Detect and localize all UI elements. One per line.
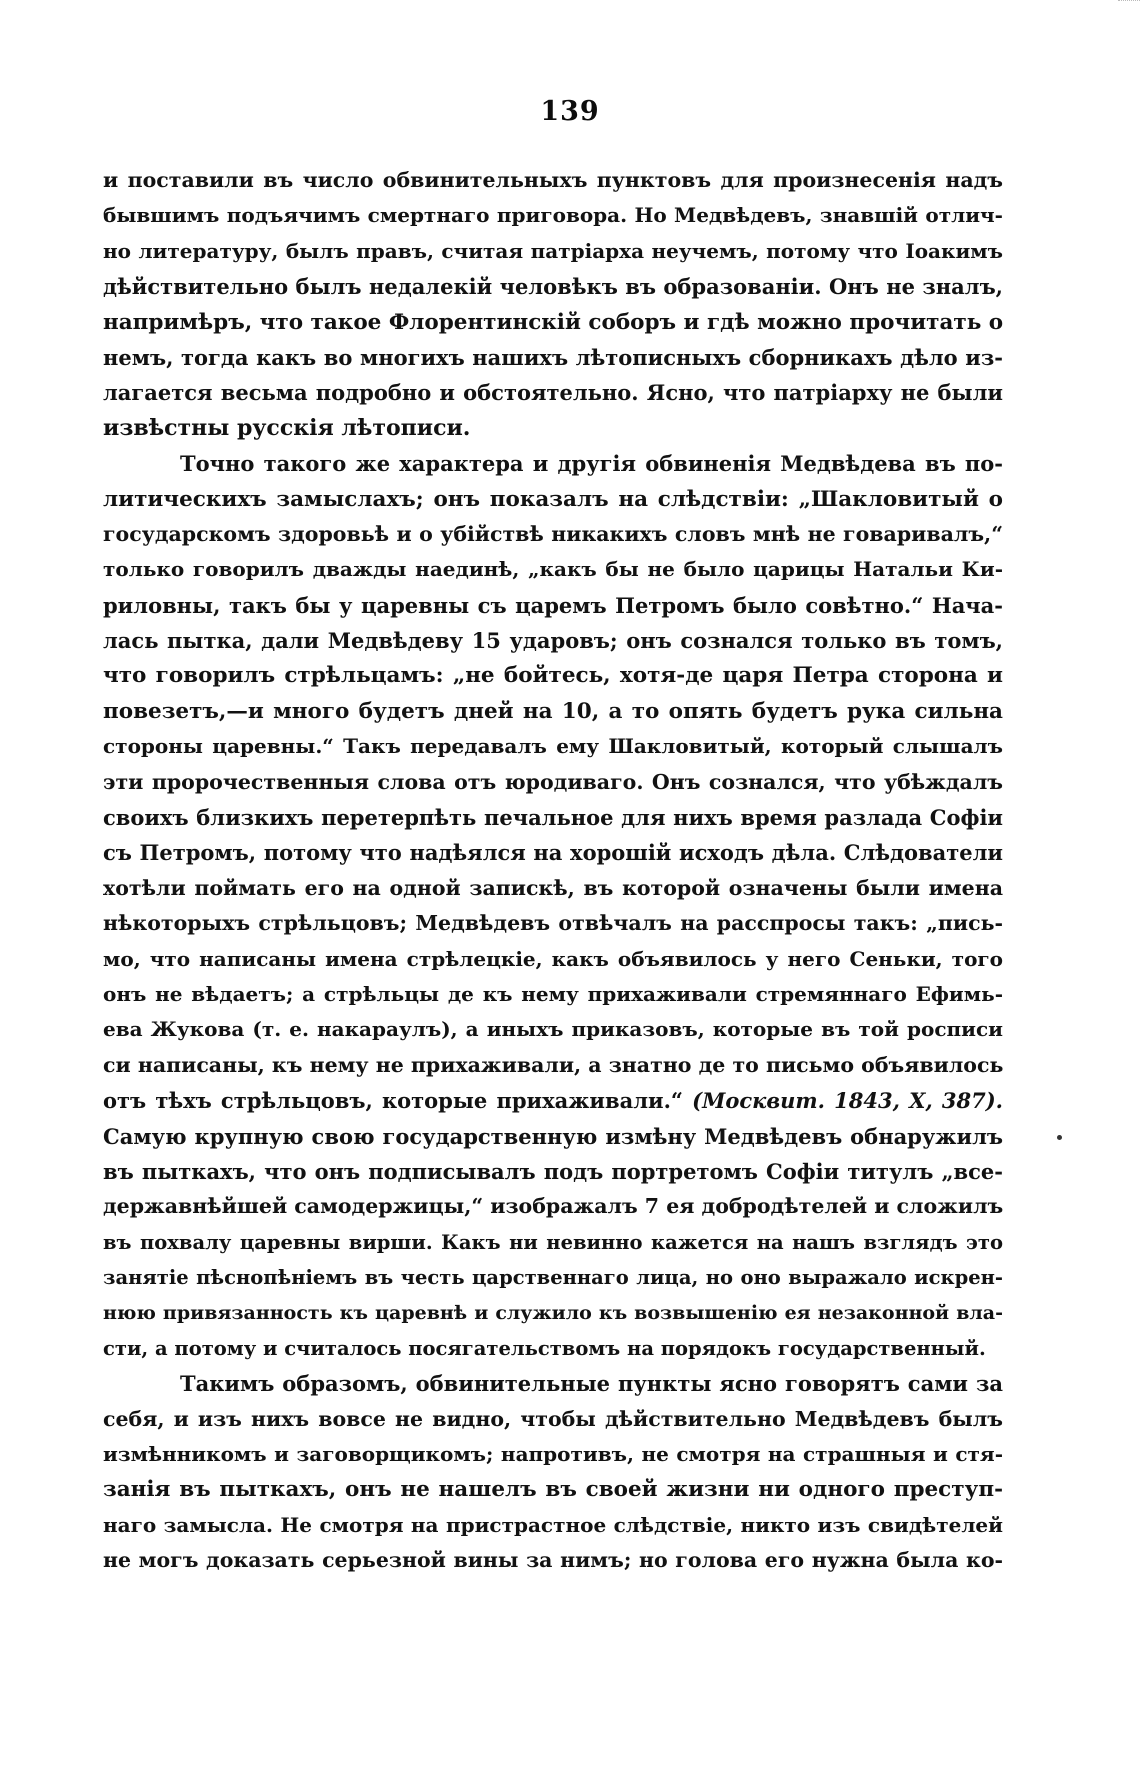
text-line: лась пытка, дали Медвѣдеву 15 ударовъ; онъ сознался только въ томъ, xyxy=(103,628,1003,654)
scan-speck xyxy=(1057,1135,1062,1140)
text-line: занія въ пыткахъ, онъ не нашелъ въ своей жизни ни одного преступ- xyxy=(103,1477,1003,1503)
text-line: но литературу, былъ правъ, считая патріарха неучемъ, потому что Іоакимъ xyxy=(103,238,1003,263)
text-line: державнѣйшей самодержицы,“ изображалъ 7 ея добродѣтелей и сложилъ xyxy=(103,1194,1003,1219)
page-number: 139 xyxy=(540,96,600,127)
text-line: наго замысла. Не смотря на пристрастное слѣдствіе, никто изъ свидѣтелей xyxy=(103,1512,1003,1537)
text-line: литическихъ замыслахъ; онъ показалъ на слѣдствіи: „Шакловитый о xyxy=(103,486,1003,512)
text-line: бывшимъ подъячимъ смертнаго приговора. Но Медвѣдевъ, знавшій отлич- xyxy=(103,203,1003,228)
text-line: измѣнникомъ и заговорщикомъ; напротивъ, не смотря на страшныя и стя- xyxy=(103,1442,1003,1467)
text-line: нюю привязанность къ царевнѣ и служило къ возвышенію ея незаконной вла- xyxy=(103,1301,1003,1324)
text-line: своихъ близкихъ перетерпѣть печальное для нихъ время разлада Софіи xyxy=(103,805,1003,831)
text-line: нѣкоторыхъ стрѣльцовъ; Медвѣдевъ отвѣчалъ на расспросы такъ: „пись- xyxy=(103,911,1003,936)
text-line: Самую крупную свою государственную измѣну Медвѣдевъ обнаружилъ xyxy=(103,1123,1003,1149)
paragraph xyxy=(103,1366,1003,1578)
text-line: только говорилъ дважды наединѣ, „какъ бы не было царицы Натальи Ки- xyxy=(103,557,1003,582)
text-line: Такимъ образомъ, обвинительные пункты ясно говорятъ сами за xyxy=(180,1371,1003,1397)
text-line: онъ не вѣдаетъ; а стрѣльцы де къ нему прихаживали стремяннаго Ефимь- xyxy=(103,981,1003,1006)
text-line: дѣйствительно былъ недалекій человѣкъ въ образованіи. Онъ не зналъ, xyxy=(103,274,1003,300)
text-line: ева Жукова (т. е. накараулъ), а иныхъ приказовъ, которые въ той росписи xyxy=(103,1017,1003,1042)
text-line: занятіе пѣснопѣніемъ въ честь царственнаго лица, но оно выражало искрен- xyxy=(103,1266,1003,1290)
text-line: Точно такого же характера и другія обвиненія Медвѣдева въ по- xyxy=(180,451,1003,477)
paragraph xyxy=(103,446,1003,1366)
body-text xyxy=(103,163,1003,1579)
text-line: эти пророчественныя слова отъ юродиваго. Онъ сознался, что убѣждалъ xyxy=(103,769,1003,794)
text-line: отъ тѣхъ стрѣльцовъ, которые прихаживали.“ (Москвит. 1843, X, 387). xyxy=(103,1088,1003,1114)
text-line: сти, а потому и считалось посягательствомъ на порядокъ государственный. xyxy=(103,1336,986,1360)
text-line: хотѣли поймать его на одной запискѣ, въ которой означены были имена xyxy=(103,875,1003,900)
text-line: не могъ доказать серьезной вины за нимъ; но голова его нужна была ко- xyxy=(103,1548,1003,1573)
text-line: и поставили въ число обвинительныхъ пунктовъ для произнесенія надъ xyxy=(103,168,1003,192)
text-line: стороны царевны.“ Такъ передавалъ ему Шакловитый, который слышалъ xyxy=(103,734,1003,759)
text-line: повезетъ,—и много будетъ дней на 10, а то опять будетъ рука сильна xyxy=(103,698,1003,724)
text-line: мо, что написаны имена стрѣлецкіе, какъ объявилось у него Сеньки, того xyxy=(103,946,1003,971)
text-line: въ похвалу царевны вирши. Какъ ни невинно кажется на нашъ взглядъ это xyxy=(103,1230,1003,1254)
text-line: съ Петромъ, потому что надѣялся на хорошій исходъ дѣла. Слѣдователи xyxy=(103,840,1003,866)
text-line: напримѣръ, что такое Флорентинскій соборъ и гдѣ можно прочитать о xyxy=(103,309,1003,335)
text-line: риловны, такъ бы у царевны съ царемъ Петромъ было совѣтно.“ Нача- xyxy=(103,592,1003,618)
text-line: немъ, тогда какъ во многихъ нашихъ лѣтописныхъ сборникахъ дѣло из- xyxy=(103,344,1003,370)
text-line: извѣстны русскія лѣтописи. xyxy=(103,414,471,441)
text-line: что говорилъ стрѣльцамъ: „не бойтесь, хотя-де царя Петра сторона и xyxy=(103,663,1003,689)
text-line: лагается весьма подробно и обстоятельно. Ясно, что патріарху не были xyxy=(103,380,1003,406)
text-line: государскомъ здоровьѣ и о убійствѣ никакихъ словъ мнѣ не говаривалъ,“ xyxy=(103,521,1003,546)
scan-edge-mark xyxy=(1118,0,1140,1)
text-line: себя, и изъ нихъ вовсе не видно, чтобы дѣйствительно Медвѣдевъ былъ xyxy=(103,1406,1003,1431)
paragraph xyxy=(103,163,1003,446)
text-line: въ пыткахъ, что онъ подписывалъ подъ портретомъ Софіи титулъ „все- xyxy=(103,1158,1003,1184)
text-line: си написаны, къ нему не прихаживали, а знатно де то письмо объявилось xyxy=(103,1052,1003,1077)
